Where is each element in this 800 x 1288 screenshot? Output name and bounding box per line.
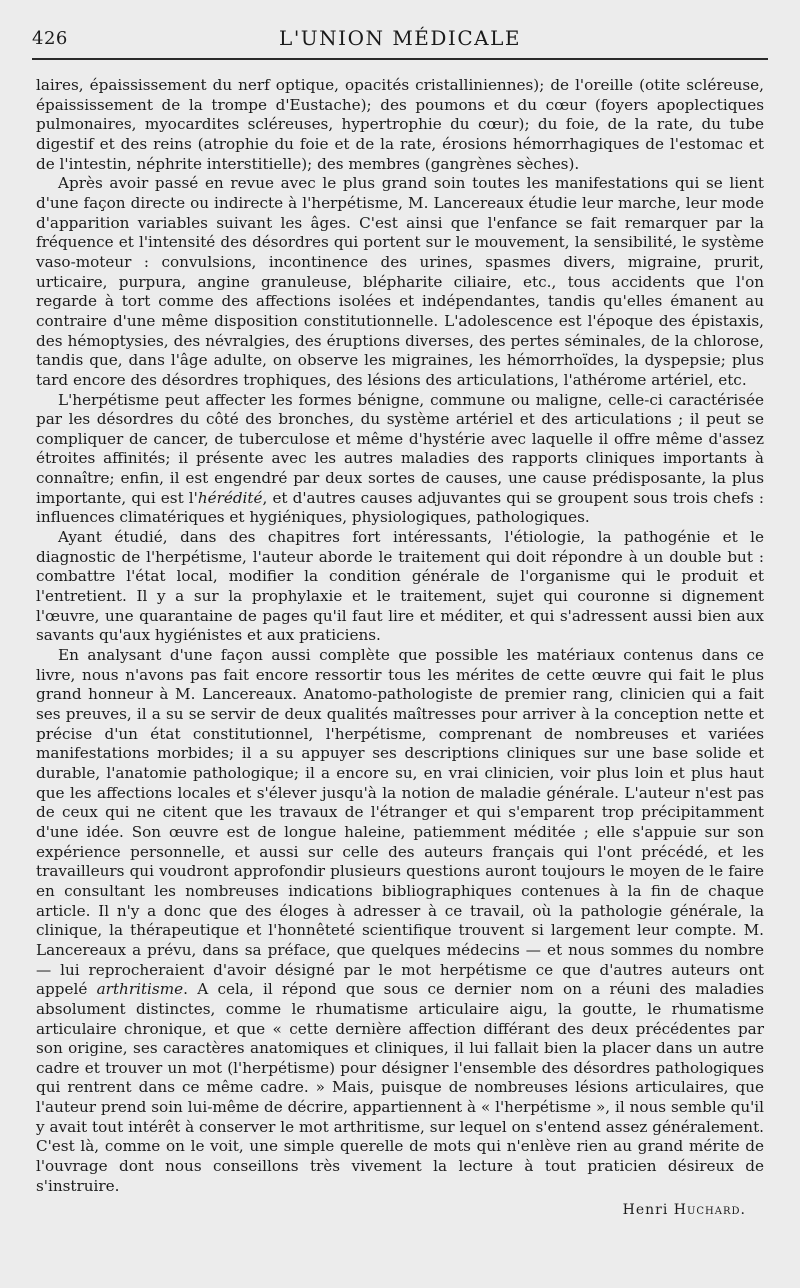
page-number: 426 (32, 28, 68, 49)
page-header (32, 22, 768, 60)
author-first-name: Henri (622, 1202, 669, 1219)
article-body (36, 76, 764, 1196)
paragraph-4: Ayant étudié, dans des chapitres fort intéressants, l'étiologie, la pathogénie et le diagnostic de l'herpétisme, l'auteur aborde le traitement qui doit répondre à un double but : combattre l'état local, modifier la condition générale de l'organisme qui le produit et l'entretient. Il y a sur la prophylaxie et le traitement, sujet qui couronne si dignement l'œuvre, une quarantaine de pages qu'il faut lire et méditer, et qui s'adressent aussi bien aux savants qu'aux hygiénistes et aux praticiens. (36, 528, 764, 645)
author-last-name: Huchard. (673, 1202, 746, 1219)
paragraph-2: Après avoir passé en revue avec le plus grand soin toutes les manifestations qui se lient d'une façon directe ou indirecte à l'herpétisme, M. Lancereaux étudie leur marche, leur mode d'apparition variables suivant les âges. C'est ainsi que l'enfance se fait remarquer par la fréquence et l'intensité des désordres qui portent sur le mouvement, la sensibilité, le système vaso-moteur : convulsions, incontinence des urines, spasmes divers, migraine, prurit, urticaire, purpura, angine granuleuse, blépharite ciliaire, etc., tous accidents que l'on regarde à tort comme des affections isolées et indépendantes, tandis qu'elles émanent au contraire d'une même disposition constitutionnelle. L'adolescence est l'époque des épistaxis, des hémoptysies, des névralgies, des éruptions diverses, des pertes séminales, de la chlorose, tandis que, dans l'âge adulte, on observe les migraines, les hémorrhoïdes, la dyspepsie; plus tard encore des désordres trophiques, des lésions des articulations, l'athérome artériel, etc. (36, 174, 764, 389)
paragraph-1: laires, épaississement du nerf optique, opacités cristalliniennes); de l'oreille (otite scléreuse, épaississement de la trompe d'Eustache); des poumons et du cœur (foyers apoplectiques pulmonaires, myocardites scléreuses, hypertrophie du cœur); du foie, de la rate, du tube digestif et des reins (atrophie du foie et de la rate, érosions hémorrhagiques de l'estomac et de l'intestin, néphrite interstitielle); des membres (gangrènes sèches). (36, 76, 764, 173)
paragraph-3: L'herpétisme peut affecter les formes bénigne, commune ou maligne, celle-ci caractérisée par les désordres du côté des bronches, du système artériel et des articulations ; il peut se compliquer de cancer, de tuberculose et même d'hystérie avec laquelle il offre même d'assez étroites affinités; il présente avec les autres maladies des rapports cliniques importants à connaître; enfin, il est engendré par deux sortes de causes, une cause prédisposante, la plus importante, qui est l'hérédité, et d'autres causes adjuvantes qui se groupent sous trois chefs : influences climatériques et hygiéniques, physiologiques, pathologiques. (36, 390, 764, 527)
author-signature (36, 1202, 764, 1218)
journal-title: L'UNION MÉDICALE (279, 26, 521, 50)
paragraph-5: En analysant d'une façon aussi complète que possible les matériaux contenus dans ce livre, nous n'avons pas fait encore ressortir tous les mérites de cette œuvre qui fait le plus grand honneur à M. Lancereaux. Anatomo-pathologiste de premier rang, clinicien qui a fait ses preuves, il a su se servir de deux qualités maîtresses pour arriver à la conception nette et précise d'un état constitutionnel, l'herpétisme, comprenant de nombreuses et variées manifestations morbides; il a su appuyer ses descriptions cliniques sur une base solide et durable, l'anatomie pathologique; il a encore su, en vrai clinicien, voir plus loin et plus haut que les affections locales et s'élever jusqu'à la notion de maladie générale. L'auteur n'est pas de ceux qui ne citent que les travaux de l'étranger et qui s'emparent trop précipitamment d'une idée. Son œuvre est de longue haleine, patiemment méditée ; elle s'appuie sur son expérience personnelle, et aussi sur celle des auteurs français qui l'ont précédé, et les travailleurs qui voudront approfondir plusieurs questions auront toujours le moyen de le faire en consultant les nombreuses indications bibliographiques contenues à la fin de chaque article. Il n'y a donc que des éloges à adresser à ce travail, où la pathologie générale, la clinique, la thérapeutique et l'honnêteté scientifique trouvent si largement leur compte. M. Lancereaux a prévu, dans sa préface, que quelques médecins — et nous sommes du nombre — lui reprocheraient d'avoir désigné par le mot herpétisme ce que d'autres auteurs ont appelé arthritisme. A cela, il répond que sous ce dernier nom on a réuni des maladies absolument distinctes, comme le rhumatisme articulaire aigu, la goutte, le rhumatisme articulaire chronique, et que « cette dernière affection différant des deux précédentes par son origine, ses caractères anatomiques et cliniques, il lui fallait bien la placer dans un autre cadre et trouver un mot (l'herpétisme) pour désigner l'ensemble des désordres pathologiques qui rentrent dans ce même cadre. » Mais, puisque de nombreuses lésions articulaires, que l'auteur prend soin lui-même de décrire, appartiennent à « l'herpétisme », il nous semble qu'il y avait tout intérêt à conserver le mot arthritisme, sur lequel on s'entend assez généralement. C'est là, comme on le voit, une simple querelle de mots qui n'enlève rien au grand mérite de l'ouvrage dont nous conseillons très vivement la lecture à tout praticien désireux de s'instruire. (36, 646, 764, 1195)
